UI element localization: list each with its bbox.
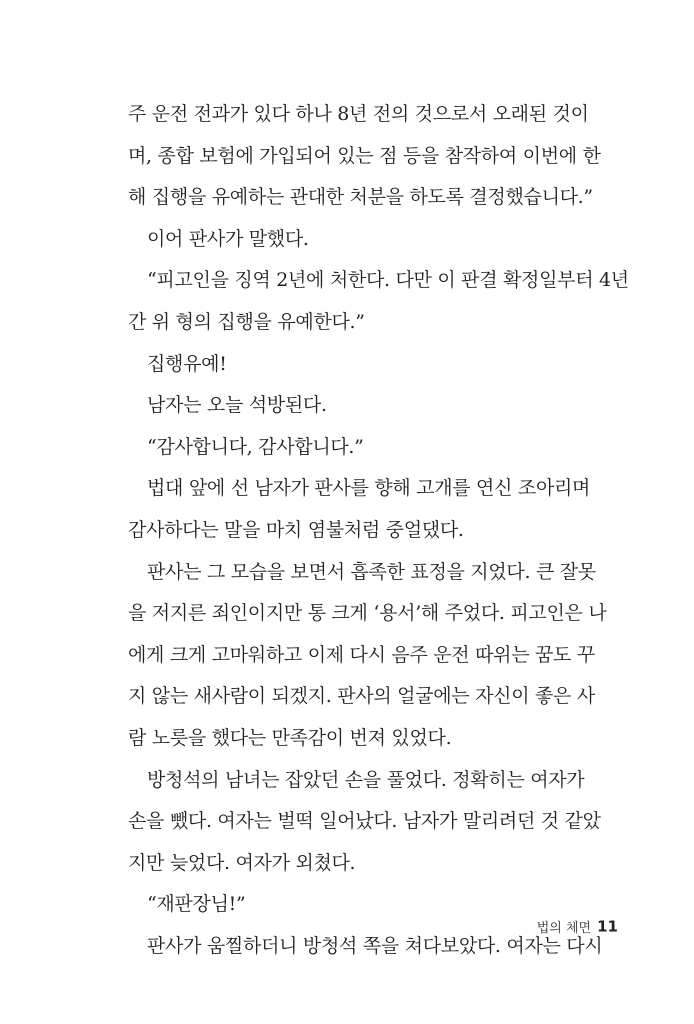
text-line: 을 저지른 죄인이지만 통 크게 ‘용서’해 주었다. 피고인은 나 xyxy=(128,602,607,625)
page-footer xyxy=(518,916,618,936)
text-line: 감사하다는 말을 마치 염불처럼 중얼댔다. xyxy=(128,518,464,541)
text-line: 판사가 움찔하더니 방청석 쪽을 쳐다보았다. 여자는 다시 xyxy=(147,934,603,957)
text-line: “감사합니다, 감사합니다.” xyxy=(147,435,364,458)
text-line: 판사는 그 모습을 보면서 흡족한 표정을 지었다. 큰 잘못 xyxy=(147,560,596,583)
text-line: “재판장님!” xyxy=(147,893,246,916)
text-line: 며, 종합 보험에 가입되어 있는 점 등을 참작하여 이번에 한 xyxy=(128,144,601,167)
text-line: 람 노릇을 했다는 만족감이 번져 있었다. xyxy=(128,726,452,749)
running-title: 법의 체면 xyxy=(536,921,592,936)
body-text xyxy=(128,94,629,967)
text-line: 간 위 형의 집행을 유예한다.” xyxy=(128,310,365,333)
text-line: 해 집행을 유예하는 관대한 처분을 하도록 결정했습니다.” xyxy=(128,186,593,209)
text-line: “피고인을 징역 2년에 처한다. 다만 이 판결 확정일부터 4년 xyxy=(147,269,629,292)
text-line: 집행유예! xyxy=(147,352,227,375)
text-line: 에게 크게 고마워하고 이제 다시 음주 운전 따위는 꿈도 꾸 xyxy=(128,643,595,666)
text-line: 손을 뺐다. 여자는 벌떡 일어났다. 남자가 말리려던 것 같았 xyxy=(128,810,601,833)
text-line: 주 운전 전과가 있다 하나 8년 전의 것으로서 오래된 것이 xyxy=(128,103,589,125)
text-line: 남자는 오늘 석방된다. xyxy=(147,394,327,417)
text-line: 방청석의 남녀는 잡았던 손을 풀었다. 정확히는 여자가 xyxy=(147,768,585,791)
text-line: 지 않는 새사람이 되겠지. 판사의 얼굴에는 자신이 좋은 사 xyxy=(128,685,595,708)
text-line: 지만 늦었다. 여자가 외쳤다. xyxy=(128,851,356,874)
text-line: 법대 앞에 선 남자가 판사를 향해 고개를 연신 조아리며 xyxy=(147,477,591,500)
text-line: 이어 판사가 말했다. xyxy=(147,227,309,250)
page-number: 11 xyxy=(597,917,618,936)
